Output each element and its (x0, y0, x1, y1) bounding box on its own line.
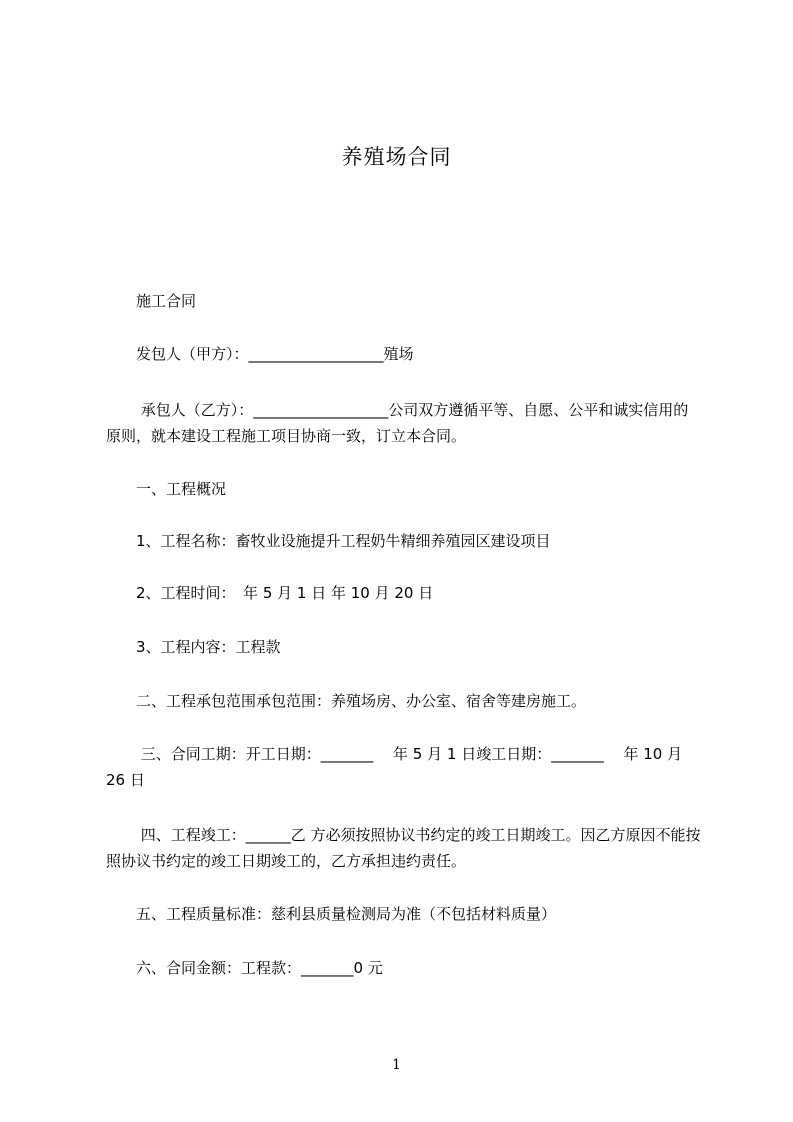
paragraph-section-5-quality: 五、工程质量标准：慈利县质量检测局为准（不包括材料质量） (106, 905, 557, 923)
paragraph-section-2-scope: 二、工程承包范围承包范围：养殖场房、办公室、宿舍等建房施工。 (106, 692, 587, 710)
document-title: 养殖场合同 (341, 145, 452, 169)
paragraph-section-6-amount: 六、合同金额：工程款：_______0 元 (106, 959, 383, 977)
paragraph-construction-contract: 施工合同 (106, 292, 197, 310)
page-number: 1 (392, 1057, 401, 1073)
paragraph-party-a: 发包人（甲方）：__________________殖场 (106, 345, 414, 363)
paragraph-project-name: 1、工程名称：畜牧业设施提升工程奶牛精细养殖园区建设项目 (106, 532, 551, 550)
paragraph-section-1-overview: 一、工程概况 (106, 480, 227, 498)
paragraph-section-4-completion: 四、工程竣工：______乙 方必须按照协议书约定的竣工日期竣工。因乙方原因不能按照协议书约定的竣工日期竣工的，乙方承担违约责任。 (106, 826, 701, 870)
paragraph-section-3-duration: 三、合同工期：开工日期：_______ 年 5 月 1 日竣工日期：_______ 年 10 月 26 日 (106, 745, 687, 789)
paragraph-project-time: 2、工程时间： 年 5 月 1 日 年 10 月 20 日 (106, 584, 434, 602)
paragraph-project-content: 3、工程内容：工程款 (106, 638, 281, 656)
paragraph-party-b: 承包人（乙方）：__________________公司双方遵循平等、自愿、公平和诚实信用的原则，就本建设工程施工项目协商一致，订立本合同。 (106, 401, 689, 445)
